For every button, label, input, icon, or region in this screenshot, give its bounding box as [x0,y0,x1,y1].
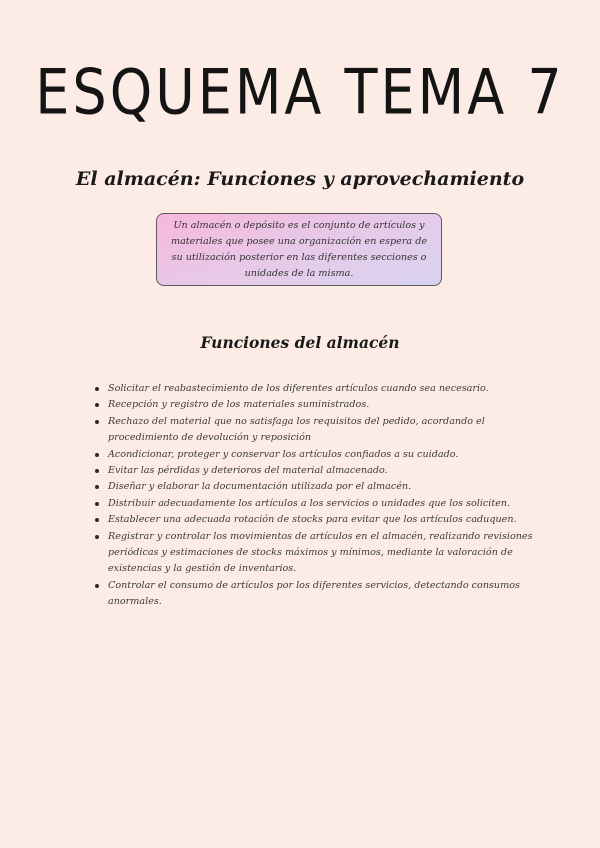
list-item: Registrar y controlar los movimientos de artículos en el almacén, realizando revisiones periódicas y estimaciones de stocks máximos y mínimos, mediante la valoración de existencias y la gestión de inventarios. [108,529,538,578]
list-item: Recepción y registro de los materiales suministrados. [108,397,538,413]
page-subtitle: El almacén: Funciones y aprovechamiento [75,168,525,190]
list-item: Distribuir adecuadamente los artículos a los servicios o unidades que los soliciten. [108,496,538,512]
list-item: Establecer una adecuada rotación de stocks para evitar que los artículos caduquen. [108,512,538,528]
functions-heading: Funciones del almacén [200,333,400,352]
list-item: Solicitar el reabastecimiento de los diferentes artículos cuando sea necesario. [108,381,538,397]
functions-list [92,381,538,611]
page-title: ESQUEMA TEMA 7 [35,56,565,129]
list-item: Diseñar y elaborar la documentación utilizada por el almacén. [108,479,538,495]
list-item: Acondicionar, proteger y conservar los artículos confiados a su cuidado. [108,447,538,463]
list-item: Evitar las pérdidas y deterioros del material almacenado. [108,463,538,479]
list-item: Controlar el consumo de artículos por los diferentes servicios, detectando consumos anormales. [108,578,538,611]
list-item: Rechazo del material que no satisfaga los requisitos del pedido, acordando el procedimiento de devolución y reposición [108,414,538,447]
definition-box [156,213,442,286]
definition-text: Un almacén o depósito es el conjunto de artículos y materiales que posee una organización en espera de su utilización posterior en las diferentes secciones o unidades de la misma. [170,220,428,279]
